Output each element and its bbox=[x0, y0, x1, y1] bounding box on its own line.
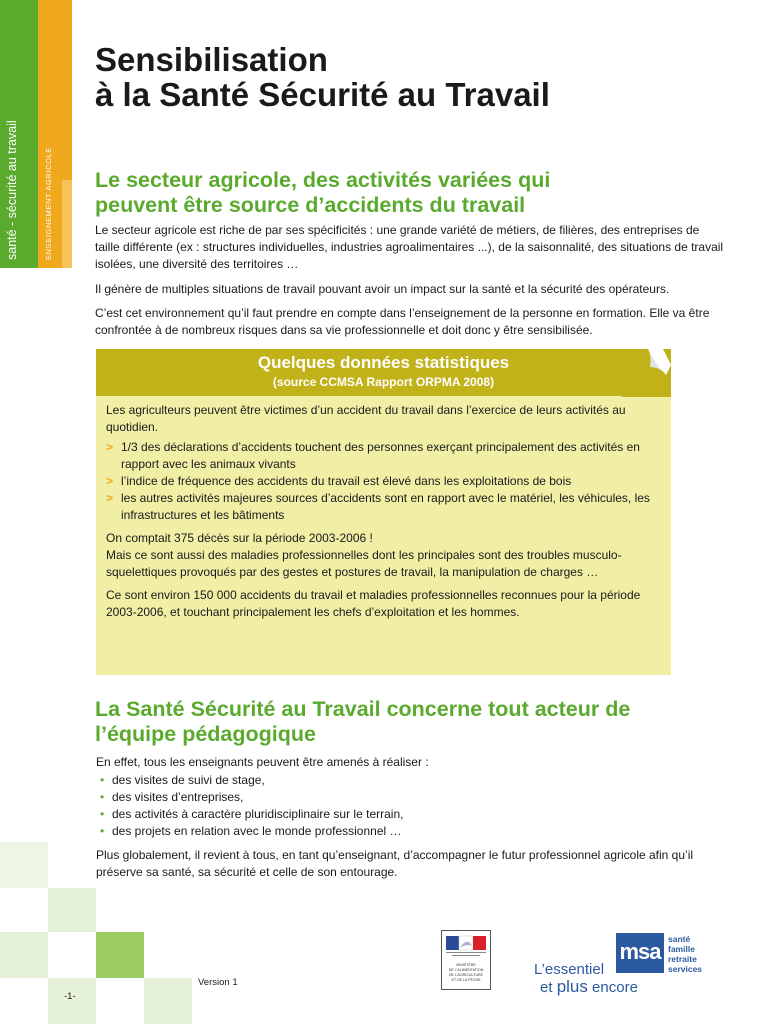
section1-paragraph-3: C’est cet environnement qu’il faut prendre en compte dans l’enseignement de la personne en formation. Elle va être confrontée à de nombreux risques dans sa vie professionnelle et doit donc y être sensibilisée. bbox=[95, 306, 710, 337]
msa-tag: famille bbox=[668, 944, 695, 954]
stats-subtitle: (source CCMSA Rapport ORPMA 2008) bbox=[272, 375, 495, 389]
side-label-main: santé - sécurité au travail bbox=[5, 120, 19, 260]
stats-bullet-text: 1/3 des déclarations d’accidents touchent des personnes exerçant principalement des activités en rapport avec les animaux vivants bbox=[121, 440, 640, 471]
deco-square bbox=[144, 978, 192, 1024]
msa-slogan-line1: L’essentiel bbox=[534, 961, 605, 978]
slogan-word: plus bbox=[556, 977, 588, 996]
section1-heading-line1: Le secteur agricole, des activités variées qui bbox=[95, 168, 551, 192]
ministry-line: DE L’AGRICULTURE bbox=[448, 973, 484, 977]
section1-paragraph-1: Le secteur agricole est riche de par ses spécificités : une grande variété de métiers, de filières, des entreprises de taille différente (ex : structures individuelles, industries agroalimentaires ...), de la saisonnalité, des situations de travail isolées, une diversité des territoires … bbox=[95, 223, 724, 271]
slogan-word: encore bbox=[592, 979, 638, 996]
bullet-dot-icon: • bbox=[100, 824, 105, 838]
list-item bbox=[96, 806, 696, 823]
list-item-text: des activités à caractère pluridisciplinaire sur le terrain, bbox=[112, 807, 404, 821]
bullet-arrow-icon: > bbox=[106, 440, 114, 454]
stats-title: Quelques données statistiques bbox=[257, 353, 510, 372]
bullet-arrow-icon: > bbox=[106, 491, 114, 505]
msa-word: msa bbox=[619, 939, 661, 964]
bullet-arrow-icon: > bbox=[106, 474, 114, 488]
deco-square bbox=[0, 932, 48, 978]
section2-heading-line2: l’équipe pédagogique bbox=[95, 722, 316, 746]
msa-tags bbox=[668, 934, 718, 974]
stats-bullet bbox=[106, 439, 651, 473]
section2-heading-line1: La Santé Sécurité au Travail concerne tout acteur de bbox=[95, 697, 631, 721]
list-item bbox=[96, 789, 696, 806]
section2-intro: En effet, tous les enseignants peuvent être amenés à réaliser : bbox=[96, 755, 429, 769]
deco-square bbox=[96, 932, 144, 978]
deco-square bbox=[48, 888, 96, 932]
msa-tag: services bbox=[668, 964, 703, 974]
msa-tag: retraite bbox=[668, 954, 697, 964]
stats-bullet bbox=[106, 490, 651, 524]
section2-list bbox=[96, 772, 696, 840]
section1-heading-line2: peuvent être source d’accidents du travail bbox=[95, 193, 526, 217]
page-number: -1- bbox=[64, 991, 76, 1002]
ministry-logo bbox=[441, 930, 491, 990]
bullet-dot-icon: • bbox=[100, 790, 105, 804]
section2-closing: Plus globalement, il revient à tous, en tant qu’enseignant, d’accompagner le futur professionnel agricole afin qu’il préserve sa santé, sa sécurité et celle de son entourage. bbox=[96, 848, 694, 879]
slogan-word: et bbox=[540, 979, 553, 996]
msa-tag: santé bbox=[668, 934, 691, 944]
page-title bbox=[95, 42, 735, 112]
section2-heading bbox=[95, 697, 745, 747]
deco-square bbox=[0, 842, 48, 888]
list-item-text: des visites de suivi de stage, bbox=[112, 773, 265, 787]
stats-bullet bbox=[106, 473, 651, 490]
list-item bbox=[96, 823, 696, 840]
marianne-flag-icon bbox=[446, 934, 486, 958]
ministry-text bbox=[443, 963, 489, 983]
stats-bullet-text: les autres activités majeures sources d’accidents sont en rapport avec le matériel, les véhicules, les infrastructures et les bâtiments bbox=[121, 491, 650, 522]
stats-total: Ce sont environ 150 000 accidents du travail et maladies professionnelles reconnues pour la période 2003-2006, et touchant principalement les chefs d’exploitation et les hommes. bbox=[106, 588, 641, 619]
page-title-line1: Sensibilisation bbox=[95, 41, 328, 78]
stats-diseases: Mais ce sont aussi des maladies professionnelles dont les principales sont des troubles musculo-squelettiques provoqués par des gestes et postures de travail, la manipulation de charges … bbox=[106, 548, 622, 579]
section1-paragraph-2: Il génère de multiples situations de travail pouvant avoir un impact sur la santé et la sécurité des opérateurs. bbox=[95, 282, 670, 296]
bullet-dot-icon: • bbox=[100, 807, 105, 821]
list-item bbox=[96, 772, 696, 789]
ministry-line: ET DE LA PÊCHE bbox=[451, 978, 481, 982]
side-band-tab bbox=[62, 180, 72, 268]
version-label: Version 1 bbox=[198, 977, 238, 988]
bullet-dot-icon: • bbox=[100, 773, 105, 787]
msa-slogan-line2 bbox=[540, 978, 638, 997]
list-item-text: des projets en relation avec le monde professionnel … bbox=[112, 824, 402, 838]
side-label-sub: ENSEIGNEMENT AGRICOLE bbox=[44, 147, 53, 260]
list-item-text: des visites d’entreprises, bbox=[112, 790, 244, 804]
stats-intro: Les agriculteurs peuvent être victimes d’un accident du travail dans l’exercice de leurs activités au quotidien. bbox=[106, 403, 626, 434]
stats-deaths: On comptait 375 décès sur la période 2003-2006 ! bbox=[106, 531, 373, 545]
msa-logo-mark bbox=[616, 933, 664, 973]
page-title-line2: à la Santé Sécurité au Travail bbox=[95, 76, 550, 113]
ministry-line: MINISTÈRE bbox=[456, 963, 476, 967]
stats-body bbox=[106, 402, 651, 624]
ministry-line: DE L’ALIMENTATION bbox=[448, 968, 484, 972]
stats-bullet-text: l’indice de fréquence des accidents du travail est élevé dans les exploitations de bois bbox=[121, 474, 572, 488]
section1-heading bbox=[95, 168, 735, 218]
